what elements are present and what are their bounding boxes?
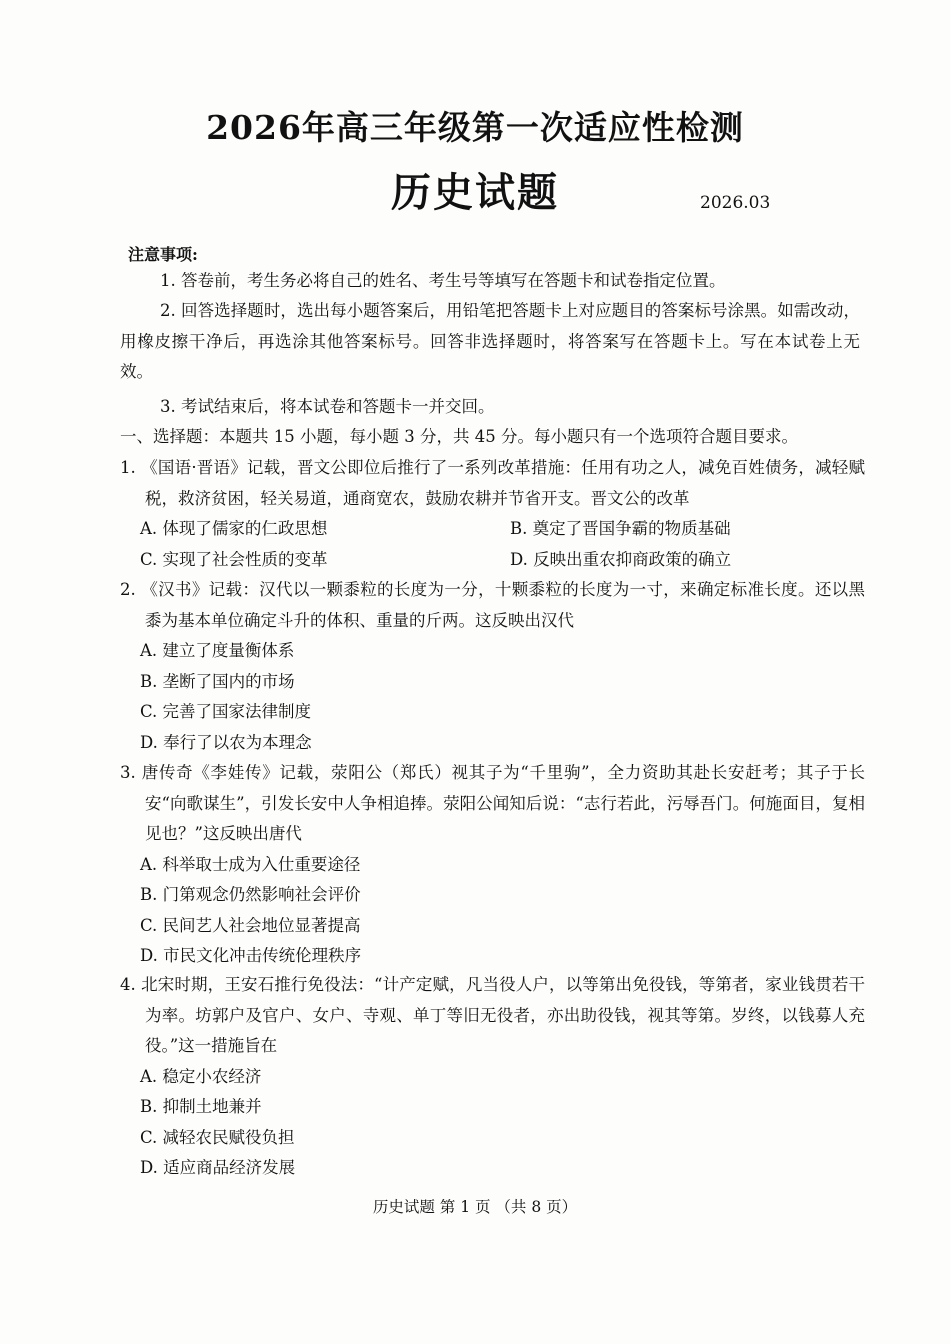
option-c: C. 减轻农民赋役负担 [140,1127,295,1147]
option-d: D. 反映出重农抑商政策的确立 [510,549,732,569]
question-stem: 3. 唐传奇《李娃传》记载，荥阳公（郑氏）视其子为“千里驹”，全力资助其赴长安赶考；其子于长安“向歌谋生”，引发长安中人争相追捧。荥阳公闻知后说：“志行若此，污辱吾门。何施面目，复相见也？”这反映出唐代 [120,763,865,843]
question-stem: 2. 《汉书》记载：汉代以一颗黍粒的长度为一分，十颗黍粒的长度为一寸，来确定标准长度。还以黑黍为基本单位确定斗升的体积、重量的斤两。这反映出汉代 [120,580,865,630]
section-heading: 一、选择题：本题共 15 小题，每小题 3 分，共 45 分。每小题只有一个选项符合题目要求。 [120,427,798,446]
option-b: B. 抑制土地兼并 [140,1097,262,1116]
question-stem: 4. 北宋时期，王安石推行免役法：“计产定赋，凡当役人户，以等第出免役钱，等第者，家业钱贯若干为率。坊郭户及官户、女户、寺观、单丁等旧无役者，亦出助役钱，视其等第。岁终，以钱募人充役。”这一措施旨在 [120,975,865,1055]
option-c: C. 民间艺人社会地位显著提高 [140,915,361,935]
option-a: A. 体现了儒家的仁政思想 [140,519,328,538]
question-3 [120,758,865,972]
option-d: D. 市民文化冲击传统伦理秩序 [140,946,362,965]
option-list [120,1062,865,1184]
option-b: B. 奠定了晋国争霸的物质基础 [510,519,731,538]
option-a: A. 建立了度量衡体系 [140,641,295,660]
exam-title: 2026年高三年级第一次适应性检测 [206,108,744,147]
option-list [120,636,865,758]
option-d: D. 奉行了以农为本理念 [140,732,312,752]
option-list [120,850,865,972]
option-a: A. 稳定小农经济 [140,1066,262,1086]
subject-title: 历史试题 [391,169,559,216]
option-d: D. 适应商品经济发展 [140,1158,296,1177]
notice-item-1: 1. 答卷前，考生务必将自己的姓名、考生号等填写在答题卡和试卷指定位置。 [160,271,726,290]
question-stem: 1. 《国语·晋语》记载，晋文公即位后推行了一系列改革措施：任用有功之人，减免百姓债务，减轻赋税，救济贫困，轻关易道，通商宽农，鼓励农耕并节省开支。晋文公的改革 [120,458,865,508]
option-a: A. 科举取士成为入仕重要途径 [140,854,361,874]
question-1 [120,453,865,575]
page-footer: 历史试题 第 1 页 （共 8 页） [372,1198,578,1216]
option-c: C. 完善了国家法律制度 [140,702,312,721]
notice-item-3: 3. 考试结束后，将本试卷和答题卡一并交回。 [160,397,495,416]
option-c: C. 实现了社会性质的变革 [140,549,328,569]
question-2 [120,575,865,758]
option-list [120,514,865,575]
option-b: B. 门第观念仍然影响社会评价 [140,885,361,904]
notice-heading: 注意事项: [128,245,198,264]
question-4 [120,970,865,1184]
exam-date: 2026.03 [700,193,771,213]
notice-item-2: 2. 回答选择题时，选出每小题答案后，用铅笔把答题卡上对应题目的答案标号涂黑。如需改动，用橡皮擦干净后，再选涂其他答案标号。回答非选择题时，将答案写在答题卡上。写在本试卷上无效。 [120,301,860,381]
option-b: B. 垄断了国内的市场 [140,671,295,691]
